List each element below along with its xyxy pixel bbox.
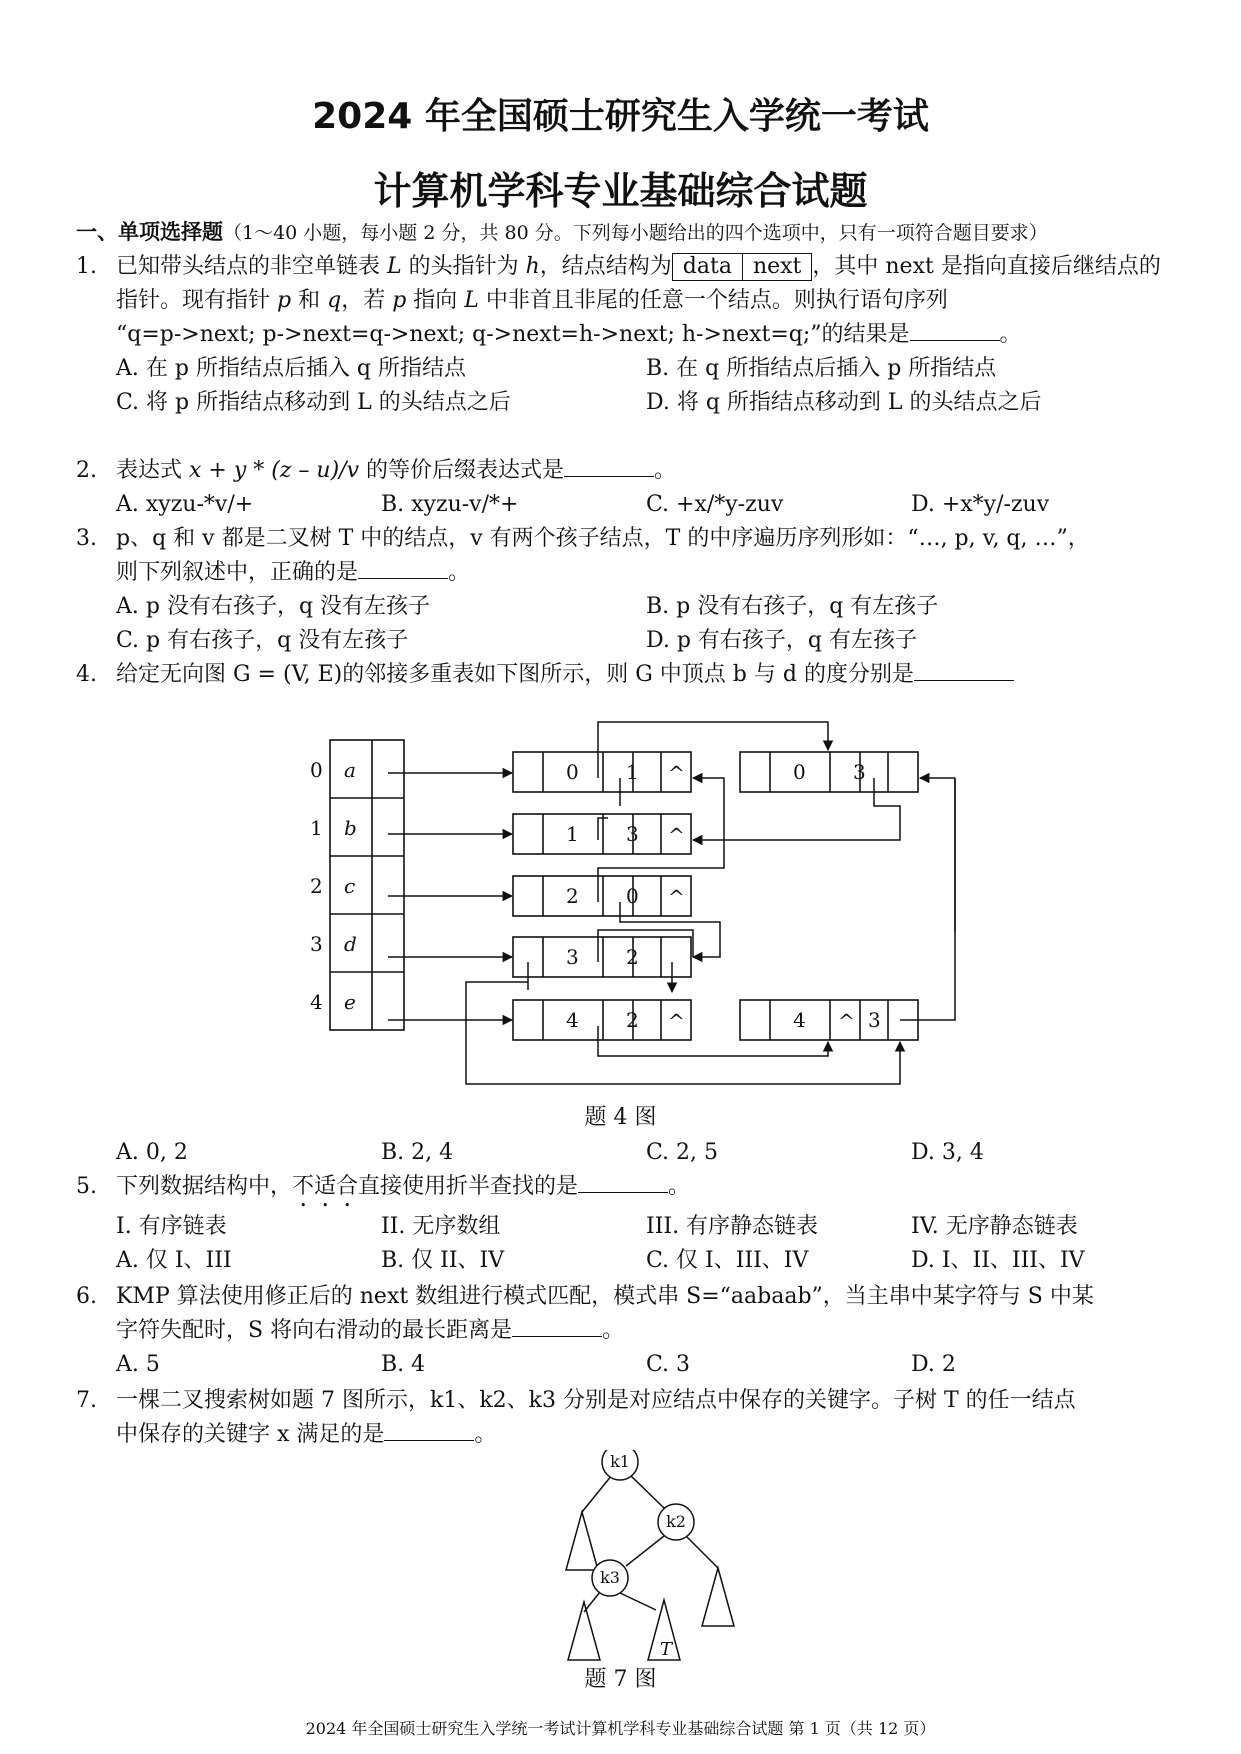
q1-text-g: 指向: [406, 288, 465, 313]
q6-line-2: 字符失配时，S 将向右滑动的最长距离是: [116, 1318, 513, 1343]
question-6: [76, 1280, 1176, 1348]
q7-end: 。: [474, 1422, 497, 1447]
option-c: C. 2, 5: [646, 1140, 719, 1165]
option-c: C. p 有右孩子，q 没有左孩子: [116, 628, 409, 653]
option-d: D. p 有右孩子，q 有左孩子: [646, 628, 917, 653]
edge-node-2-0: [513, 876, 691, 916]
option-d: D. 2: [911, 1352, 956, 1377]
edge-ivex: 1: [566, 822, 579, 846]
q1-text-c: ，结点结构为: [539, 254, 672, 279]
q1-text-b: 的头指针为: [401, 254, 526, 279]
q2-text-a: 表达式: [116, 458, 189, 483]
q1-text-d: ，其中 next 是指向直接后继结点的指针。现有指针: [116, 254, 1161, 313]
q1-var-L: L: [387, 254, 402, 279]
q5-items: [116, 1210, 1176, 1278]
statement-2: II. 无序数组: [381, 1214, 501, 1239]
vertex-index: 2: [310, 874, 323, 898]
q6-end: 。: [602, 1318, 625, 1343]
exam-title: 2024 年全国硕士研究生入学统一考试: [312, 96, 929, 137]
vertex-index: 3: [310, 932, 323, 956]
node-field-data: data: [672, 253, 743, 281]
q1-var-p2: p: [392, 288, 407, 313]
q6-line-1: KMP 算法使用修正后的 next 数组进行模式匹配，模式串 S=“aabaab”，当主串中某字符与 S 中某: [116, 1284, 1094, 1309]
question-3: [76, 522, 1176, 590]
bst-figure: [0, 1450, 1241, 1670]
q1-text-f: ，若: [341, 288, 393, 313]
option-d: D. 3, 4: [911, 1140, 984, 1165]
subtree-label: T: [659, 1639, 673, 1660]
edge-jvex: 3: [626, 822, 639, 846]
page-footer: 2024 年全国硕士研究生入学统一考试计算机学科专业基础综合试题 第 1 页（共 12 页）: [305, 1719, 936, 1738]
option-c: C. 仅 I、III、IV: [646, 1248, 809, 1273]
question-7: [76, 1384, 1176, 1452]
null-mark: ^: [838, 1009, 855, 1033]
q5-text-b: 直接使用折半查找的是: [358, 1174, 579, 1199]
q1-var-q: q: [327, 288, 342, 313]
section-header: [76, 216, 1176, 249]
edge-ivex: 0: [566, 760, 579, 784]
bst-node-k3: k3: [600, 1568, 620, 1587]
answer-blank: [914, 658, 1014, 681]
option-b: B. xyzu-v/*+: [381, 492, 519, 517]
edge-ivex: 0: [793, 760, 806, 784]
answer-blank: [384, 1418, 474, 1441]
vertex-index: 1: [310, 816, 323, 840]
q1-text-a: 已知带头结点的非空单链表: [116, 254, 387, 279]
question-number: 6.: [76, 1284, 97, 1309]
option-c: C. 3: [646, 1352, 691, 1377]
section-heading: 一、单项选择题: [76, 220, 223, 244]
q1-var-h: h: [525, 254, 540, 279]
q1-var-L2: L: [464, 288, 479, 313]
vertex-name: b: [344, 816, 357, 840]
answer-blank: [564, 454, 654, 477]
edge-node-4-2: [513, 1000, 691, 1040]
answer-blank: [910, 318, 1000, 341]
edge-jvex: 3: [868, 1008, 881, 1032]
option-b: B. p 没有右孩子，q 有左孩子: [646, 594, 939, 619]
option-b: B. 在 q 所指结点后插入 p 所指结点: [646, 356, 997, 381]
figure-7-caption: 题 7 图: [584, 1667, 657, 1692]
q7-line-2: 中保存的关键字 x 满足的是: [116, 1422, 385, 1447]
option-a: A. 仅 I、III: [116, 1248, 232, 1273]
edge-jvex: 2: [626, 945, 639, 969]
answer-blank: [358, 556, 448, 579]
q1-code: “q=p->next; p->next=q->next; q->next=h->next; h->next=q;”的结果是: [116, 322, 910, 347]
question-number: 4.: [76, 662, 97, 687]
q3-line-2: 则下列叙述中，正确的是: [116, 560, 359, 585]
option-b: B. 仅 II、IV: [381, 1248, 505, 1273]
q2-options: [116, 488, 1176, 522]
q6-options: [116, 1348, 1176, 1382]
question-number: 7.: [76, 1388, 97, 1413]
option-a: A. xyzu-*v/+: [116, 492, 254, 517]
statement-4: IV. 无序静态链表: [911, 1214, 1078, 1239]
null-mark: ^: [668, 885, 685, 909]
option-c: C. 将 p 所指结点移动到 L 的头结点之后: [116, 390, 511, 415]
q2-text-b: 的等价后缀表达式是: [359, 458, 564, 483]
edge-jvex: 2: [626, 1008, 639, 1032]
q2-end: 。: [654, 458, 677, 483]
statement-3: III. 有序静态链表: [646, 1214, 819, 1239]
bst-node-k1: k1: [610, 1452, 630, 1471]
option-d: D. 将 q 所指结点移动到 L 的头结点之后: [646, 390, 1042, 415]
option-d: D. +x*y/-zuv: [911, 492, 1050, 517]
null-mark: ^: [668, 1009, 685, 1033]
adjacency-multilist-figure: [0, 700, 1241, 1100]
q7-line-1: 一棵二叉搜索树如题 7 图所示，k1、k2、k3 分别是对应结点中保存的关键字。子树 T 的任一结点: [116, 1388, 1076, 1413]
question-text: [116, 250, 1176, 352]
edge-node-0-1: [513, 752, 691, 792]
q1-text-e: 和: [291, 288, 328, 313]
option-c: C. +x/*y-zuv: [646, 492, 784, 517]
option-b: B. 4: [381, 1352, 426, 1377]
question-number: 1.: [76, 254, 97, 279]
option-b: B. 2, 4: [381, 1140, 454, 1165]
edge-node-0-3: [740, 752, 918, 792]
q5-emphasis: 不适合: [292, 1174, 359, 1199]
vertex-name: c: [344, 874, 356, 898]
option-a: A. p 没有右孩子，q 没有左孩子: [116, 594, 431, 619]
q1-var-p: p: [277, 288, 292, 313]
q4-text: 给定无向图 G = (V, E)的邻接多重表如下图所示，则 G 中顶点 b 与 d 的度分别是: [116, 662, 914, 687]
edge-ivex: 4: [793, 1008, 806, 1032]
figure-4-caption: 题 4 图: [584, 1105, 657, 1130]
edge-ivex: 3: [566, 945, 579, 969]
answer-blank: [512, 1314, 602, 1337]
null-mark: ^: [668, 761, 685, 785]
question-number: 2.: [76, 458, 97, 483]
q5-text-a: 下列数据结构中，: [116, 1174, 293, 1199]
edge-jvex: 1: [626, 760, 639, 784]
edge-node-3-2: [513, 937, 691, 977]
q3-options: [116, 590, 1176, 658]
q4-options: [116, 1136, 1176, 1170]
null-mark: ^: [668, 823, 685, 847]
vertex-name: e: [344, 990, 356, 1014]
q1-text-h: 中非首且非尾的任意一个结点。则执行语句序列: [478, 288, 948, 313]
section-note: （1～40 小题，每小题 2 分，共 80 分。下列每小题给出的四个选项中，只有一项符合题目要求）: [223, 222, 1048, 244]
question-4: [76, 658, 1176, 692]
option-d: D. I、II、III、IV: [911, 1248, 1085, 1273]
edge-node-1-3: [513, 814, 691, 854]
exam-subtitle: 计算机学科专业基础综合试题: [373, 169, 868, 213]
q1-options: [116, 352, 1176, 420]
edge-jvex: 0: [626, 884, 639, 908]
q1-end: 。: [999, 322, 1022, 347]
vertex-name: a: [344, 758, 356, 782]
q3-line-1: p、q 和 v 都是二叉树 T 中的结点，v 有两个孩子结点，T 的中序遍历序列形如：“…, p, v, q, …”，: [116, 526, 1090, 551]
question-1: [76, 250, 1176, 352]
q5-end: 。: [668, 1174, 691, 1199]
option-a: A. 在 p 所指结点后插入 q 所指结点: [116, 356, 467, 381]
vertex-index: 0: [310, 758, 323, 782]
q3-end: 。: [448, 560, 471, 585]
question-number: 5.: [76, 1174, 97, 1199]
edge-node-4-3: [740, 1000, 918, 1040]
edge-jvex: 3: [853, 760, 866, 784]
node-field-next: next: [743, 253, 812, 281]
edge-ivex: 2: [566, 884, 579, 908]
statement-1: I. 有序链表: [116, 1214, 227, 1239]
option-a: A. 0, 2: [116, 1140, 188, 1165]
answer-blank: [578, 1170, 668, 1193]
edge-ivex: 4: [566, 1008, 579, 1032]
option-a: A. 5: [116, 1352, 160, 1377]
question-2: [76, 454, 1176, 488]
bst-node-k2: k2: [666, 1512, 686, 1531]
question-number: 3.: [76, 526, 97, 551]
vertex-index: 4: [310, 990, 323, 1014]
question-5: [76, 1170, 1176, 1212]
vertex-name: d: [344, 932, 357, 956]
q2-expression: x + y * (z – u)/v: [189, 458, 359, 483]
